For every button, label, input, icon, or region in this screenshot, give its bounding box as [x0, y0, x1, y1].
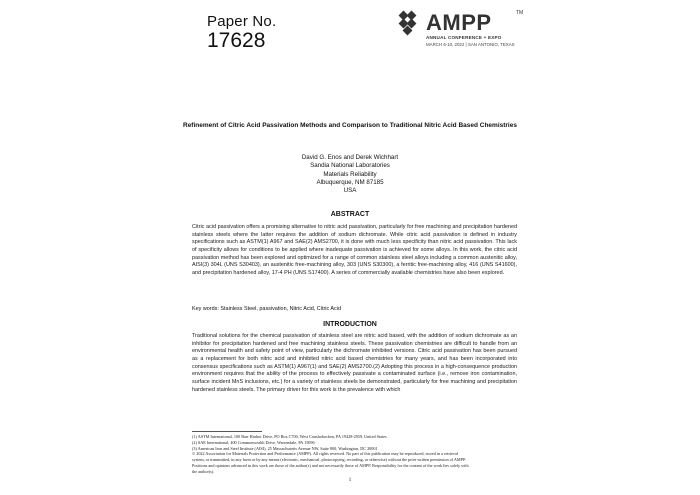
ampp-logo — [398, 10, 548, 54]
paper-label: Paper No. — [207, 13, 277, 30]
abstract-heading: ABSTRACT — [330, 211, 370, 218]
logo-trademark: TM — [516, 10, 524, 16]
footnote: (1) ASTM International, 100 Barr Harbor Drive, PO Box C700, West Conshohocken, PA 19428-2959, United States — [192, 434, 387, 439]
page-number: 1 — [348, 478, 352, 483]
footnote-divider — [192, 431, 262, 432]
author-names: David G. Enos and Derek Wichhart — [301, 154, 399, 161]
copyright-line: © 2022 Association for Materials Protection and Performance (AMPP). All rights reserved. No part of this publication may be reproduced, stored in a retrieval — [192, 451, 458, 457]
disclaimer-line: Positions and opinions advanced in this work are those of the author(s) and not necessarily those of AMPP. Responsibility for the content of the work lies solely with — [192, 462, 469, 468]
paper-title: Refinement of Citric Acid Passivation Methods and Comparison to Traditional Nitric Acid Based Chemistries — [183, 122, 517, 129]
logo-dates: MARCH 6-10, 2022 | SAN ANTONIO, TEXAS — [426, 42, 515, 47]
introduction-text: Traditional solutions for the chemical passivation of stainless steel are nitric acid based, with the addition of sodium dichromate as an inhibitor for precipitation hardened and free machining stainless steels. These passivation chemistries are difficult to handle from an environmental health and safety point of view, particularly the dichromate inhibited versions. Citric acid passivation has been pursued as a replacement for both nitric acid and inhibited nitric acid based chemistries for many years, and has been incorporated into consensus specifications such as ASTM(1) A967(1) and SAE(2) AMS2700.(2) Adopting this process in a high-consequence production environment requires that the ability of the process to effectively passivate a contaminated surface (i.e., remove iron contamination, surface incident MnS inclusions, etc.) for a variety of stainless steels be demonstrated, particularly for free machining and precipitation hardened stainless steels. The primary driver for this work is the prevalence with which — [192, 333, 517, 393]
ampp-logo-mark-icon — [398, 10, 424, 36]
disclaimer-line: the author(s). — [192, 468, 215, 474]
paper-number: 17628 — [207, 29, 266, 52]
logo-subtitle: ANNUAL CONFERENCE + EXPO — [426, 35, 502, 40]
author-block — [250, 154, 450, 195]
author-department: Materials Reliability — [323, 170, 377, 178]
footnote: (2) SAE International, 400 Commonwealth Drive, Warrendale, PA 15096 — [192, 439, 315, 445]
introduction-heading: INTRODUCTION — [323, 321, 377, 328]
copyright-line: system, or transmitted, in any form or by any means (electronic, mechanical, photocopying, recording, or otherwise) without the prior written permission of AMPP. — [192, 457, 466, 463]
author-city: Albuquerque, NM 87185 — [316, 178, 384, 186]
logo-name: AMPP — [426, 10, 492, 35]
footnotes — [192, 434, 522, 475]
footnote: (3) American Iron and Steel Institute (AISI), 25 Massachusetts Avenue NW, Suite 800, Washington, DC 20001 — [192, 445, 378, 451]
keywords: Key words: Stainless Steel, passivation, Nitric Acid, Citric Acid — [192, 306, 341, 312]
author-organization: Sandia National Laboratories — [310, 162, 390, 170]
abstract-text: Citric acid passivation offers a promising alternative to nitric acid passivation, particularly for free machining and precipitation hardened stainless steels where the latter requires the addition of sodium dichromate. While citric acid passivation is defined in industry specifications such as ASTM(1) A967 and SAE(2) AMS2700, it is done with much less specificity than nitric acid passivation. This lack of specificity allows for conditions to be applied where inadequate passivation is achieved for some alloys. In this work, the citric acid passivation method has been explored and optimized for a range of common stainless steel alloys including a common austenitic alloy, AISI(3) 304L (UNS S30403), an austenitic free-machining alloy, 303 (UNS S30300), a ferritic free-machining alloy, 416 (UNS S41600), and precipitation hardened alloy, 17-4 PH (UNS S17400). A series of commercially available chemistries have also been explored. — [192, 224, 517, 276]
author-country: USA — [343, 187, 357, 195]
paper-number-block — [207, 14, 276, 51]
